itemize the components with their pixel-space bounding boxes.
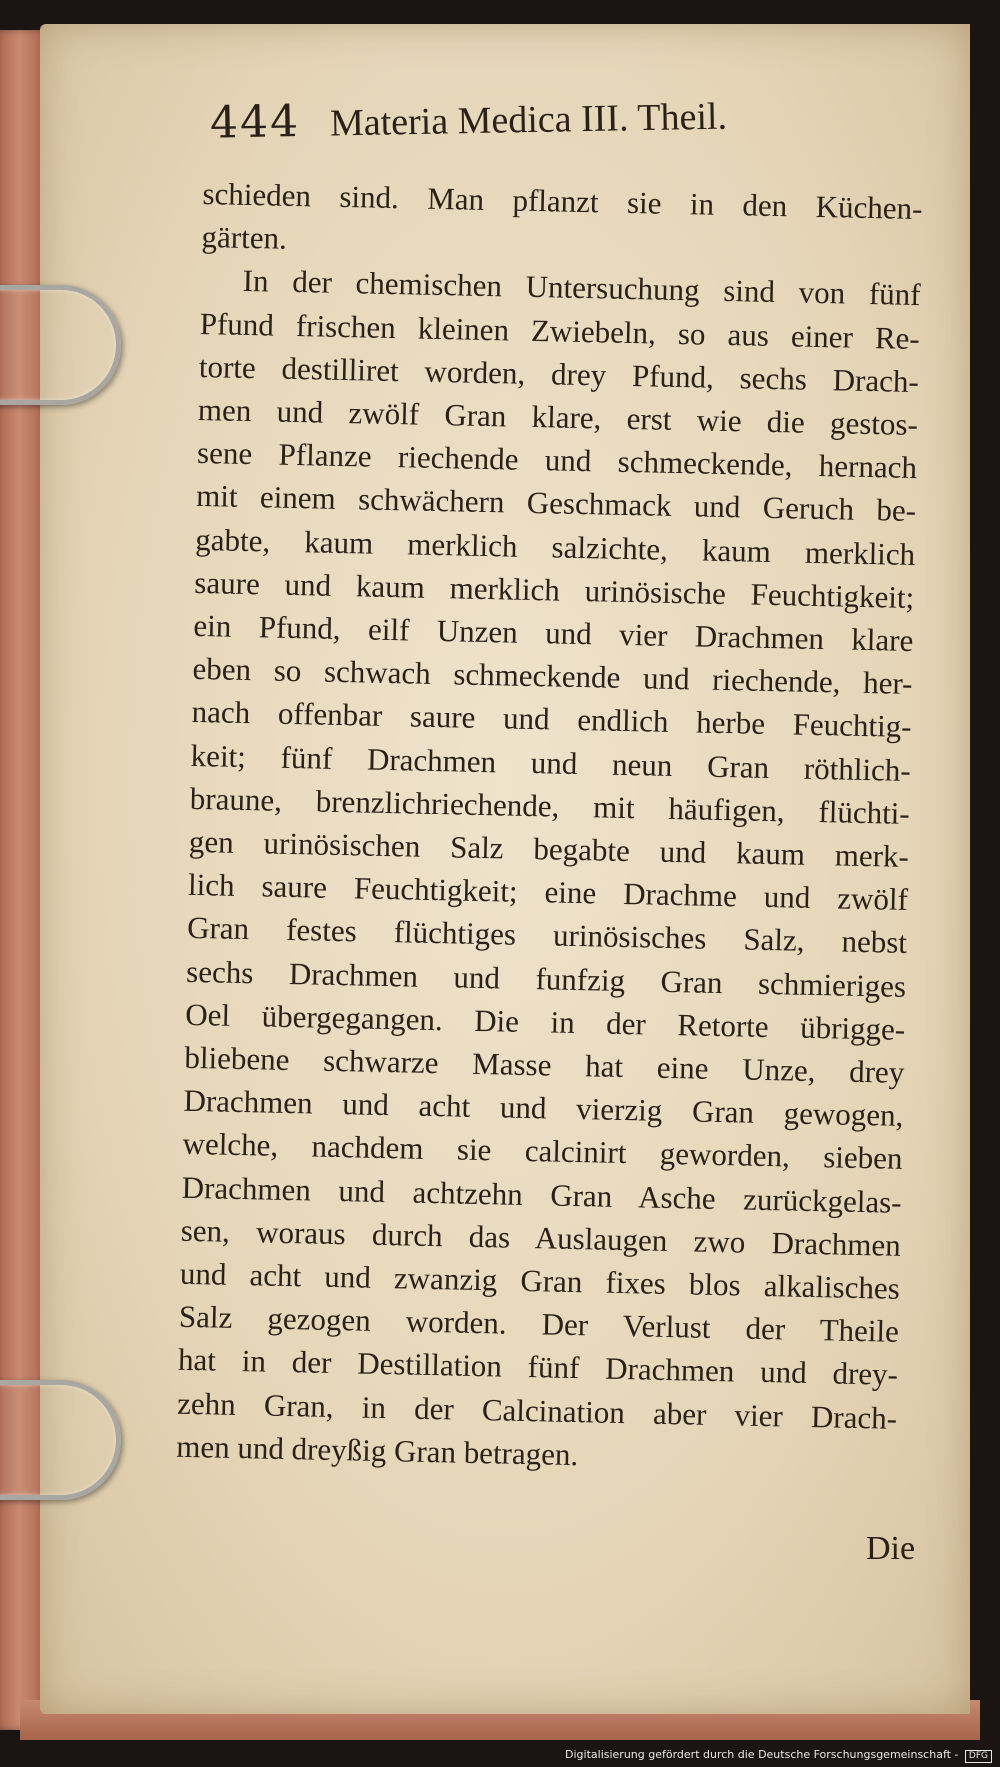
text-line: sene Pflanze riechende und schmeckende, hernach bbox=[196, 435, 918, 486]
text-line: eben so schwach schmeckende und riechende, her- bbox=[192, 651, 913, 702]
text-line: lich saure Feuchtigkeit; eine Drachme und zwölf bbox=[187, 867, 909, 918]
dfg-logo: DFG bbox=[965, 1750, 992, 1763]
text-line: keit; fünf Drachmen und neun Gran röthlich- bbox=[190, 737, 911, 788]
text-line: Drachmen und achtzehn Gran Asche zurückgelas- bbox=[181, 1169, 902, 1220]
running-title: Materia Medica III. Theil. bbox=[329, 95, 728, 145]
digitization-credit bbox=[565, 1748, 992, 1763]
text-line: sechs Drachmen und funfzig Gran schmieriges bbox=[185, 953, 907, 1004]
text-line: Oel übergegangen. Die in der Retorte übrigge- bbox=[184, 996, 906, 1047]
text-line: Salz gezogen worden. Der Verlust der Theile bbox=[178, 1299, 900, 1350]
text-line: ein Pfund, eilf Unzen und vier Drachmen klare bbox=[193, 607, 914, 659]
text-line: bliebene schwarze Masse hat eine Unze, drey bbox=[184, 1039, 905, 1090]
text-line: men und dreyßig Gran betragen. bbox=[175, 1428, 579, 1473]
page-clip-top bbox=[0, 285, 121, 405]
text-line: Gran festes flüchtiges urinösisches Salz, nebst bbox=[186, 910, 908, 961]
text-line: und acht und zwanzig Gran fixes blos alkalisches bbox=[179, 1255, 901, 1306]
body-text bbox=[176, 172, 923, 1483]
catchword: Die bbox=[866, 1530, 916, 1567]
text-line: In der chemischen Untersuchung sind von fünf bbox=[242, 263, 921, 313]
text-line: men und zwölf Gran klare, erst wie die gestos- bbox=[197, 391, 919, 443]
text-line: gabte, kaum merklich salzichte, kaum merklich bbox=[194, 521, 916, 572]
text-line: gen urinösischen Salz begabte und kaum merk- bbox=[188, 823, 910, 874]
text-line: zehn Gran, in der Calcination aber vier Drach- bbox=[176, 1385, 898, 1436]
credit-text: Digitalisierung gefördert durch die Deutsche Forschungsgemeinschaft - bbox=[565, 1748, 959, 1761]
text-line: saure und kaum merklich urinösische Feuchtigkeit; bbox=[194, 564, 915, 615]
text-line: Pfund frischen kleinen Zwiebeln, so aus einer Re- bbox=[199, 305, 921, 356]
text-line: schieden sind. Man pflanzt sie in den Küchen- bbox=[202, 175, 923, 227]
page-number: 444 bbox=[209, 96, 301, 149]
text-line: gärten. bbox=[201, 219, 288, 256]
text-line: torte destilliret worden, drey Pfund, sechs Drach- bbox=[198, 348, 920, 399]
text-line: welche, nachdem sie calcinirt geworden, sieben bbox=[182, 1126, 903, 1177]
text-line: nach offenbar saure und endlich herbe Feuchtig- bbox=[191, 694, 912, 745]
text-line: mit einem schwächern Geschmack und Geruch be- bbox=[195, 478, 917, 529]
text-line: Drachmen und acht und vierzig Gran gewogen, bbox=[183, 1083, 904, 1134]
text-line: braune, brenzlichriechende, mit häufigen, flüchti- bbox=[189, 780, 911, 831]
text-line: sen, woraus durch das Auslaugen zwo Drachmen bbox=[180, 1212, 902, 1263]
page-clip-bottom bbox=[0, 1380, 121, 1500]
text-line: hat in der Destillation fünf Drachmen und drey- bbox=[177, 1342, 899, 1393]
page-header bbox=[210, 86, 851, 157]
